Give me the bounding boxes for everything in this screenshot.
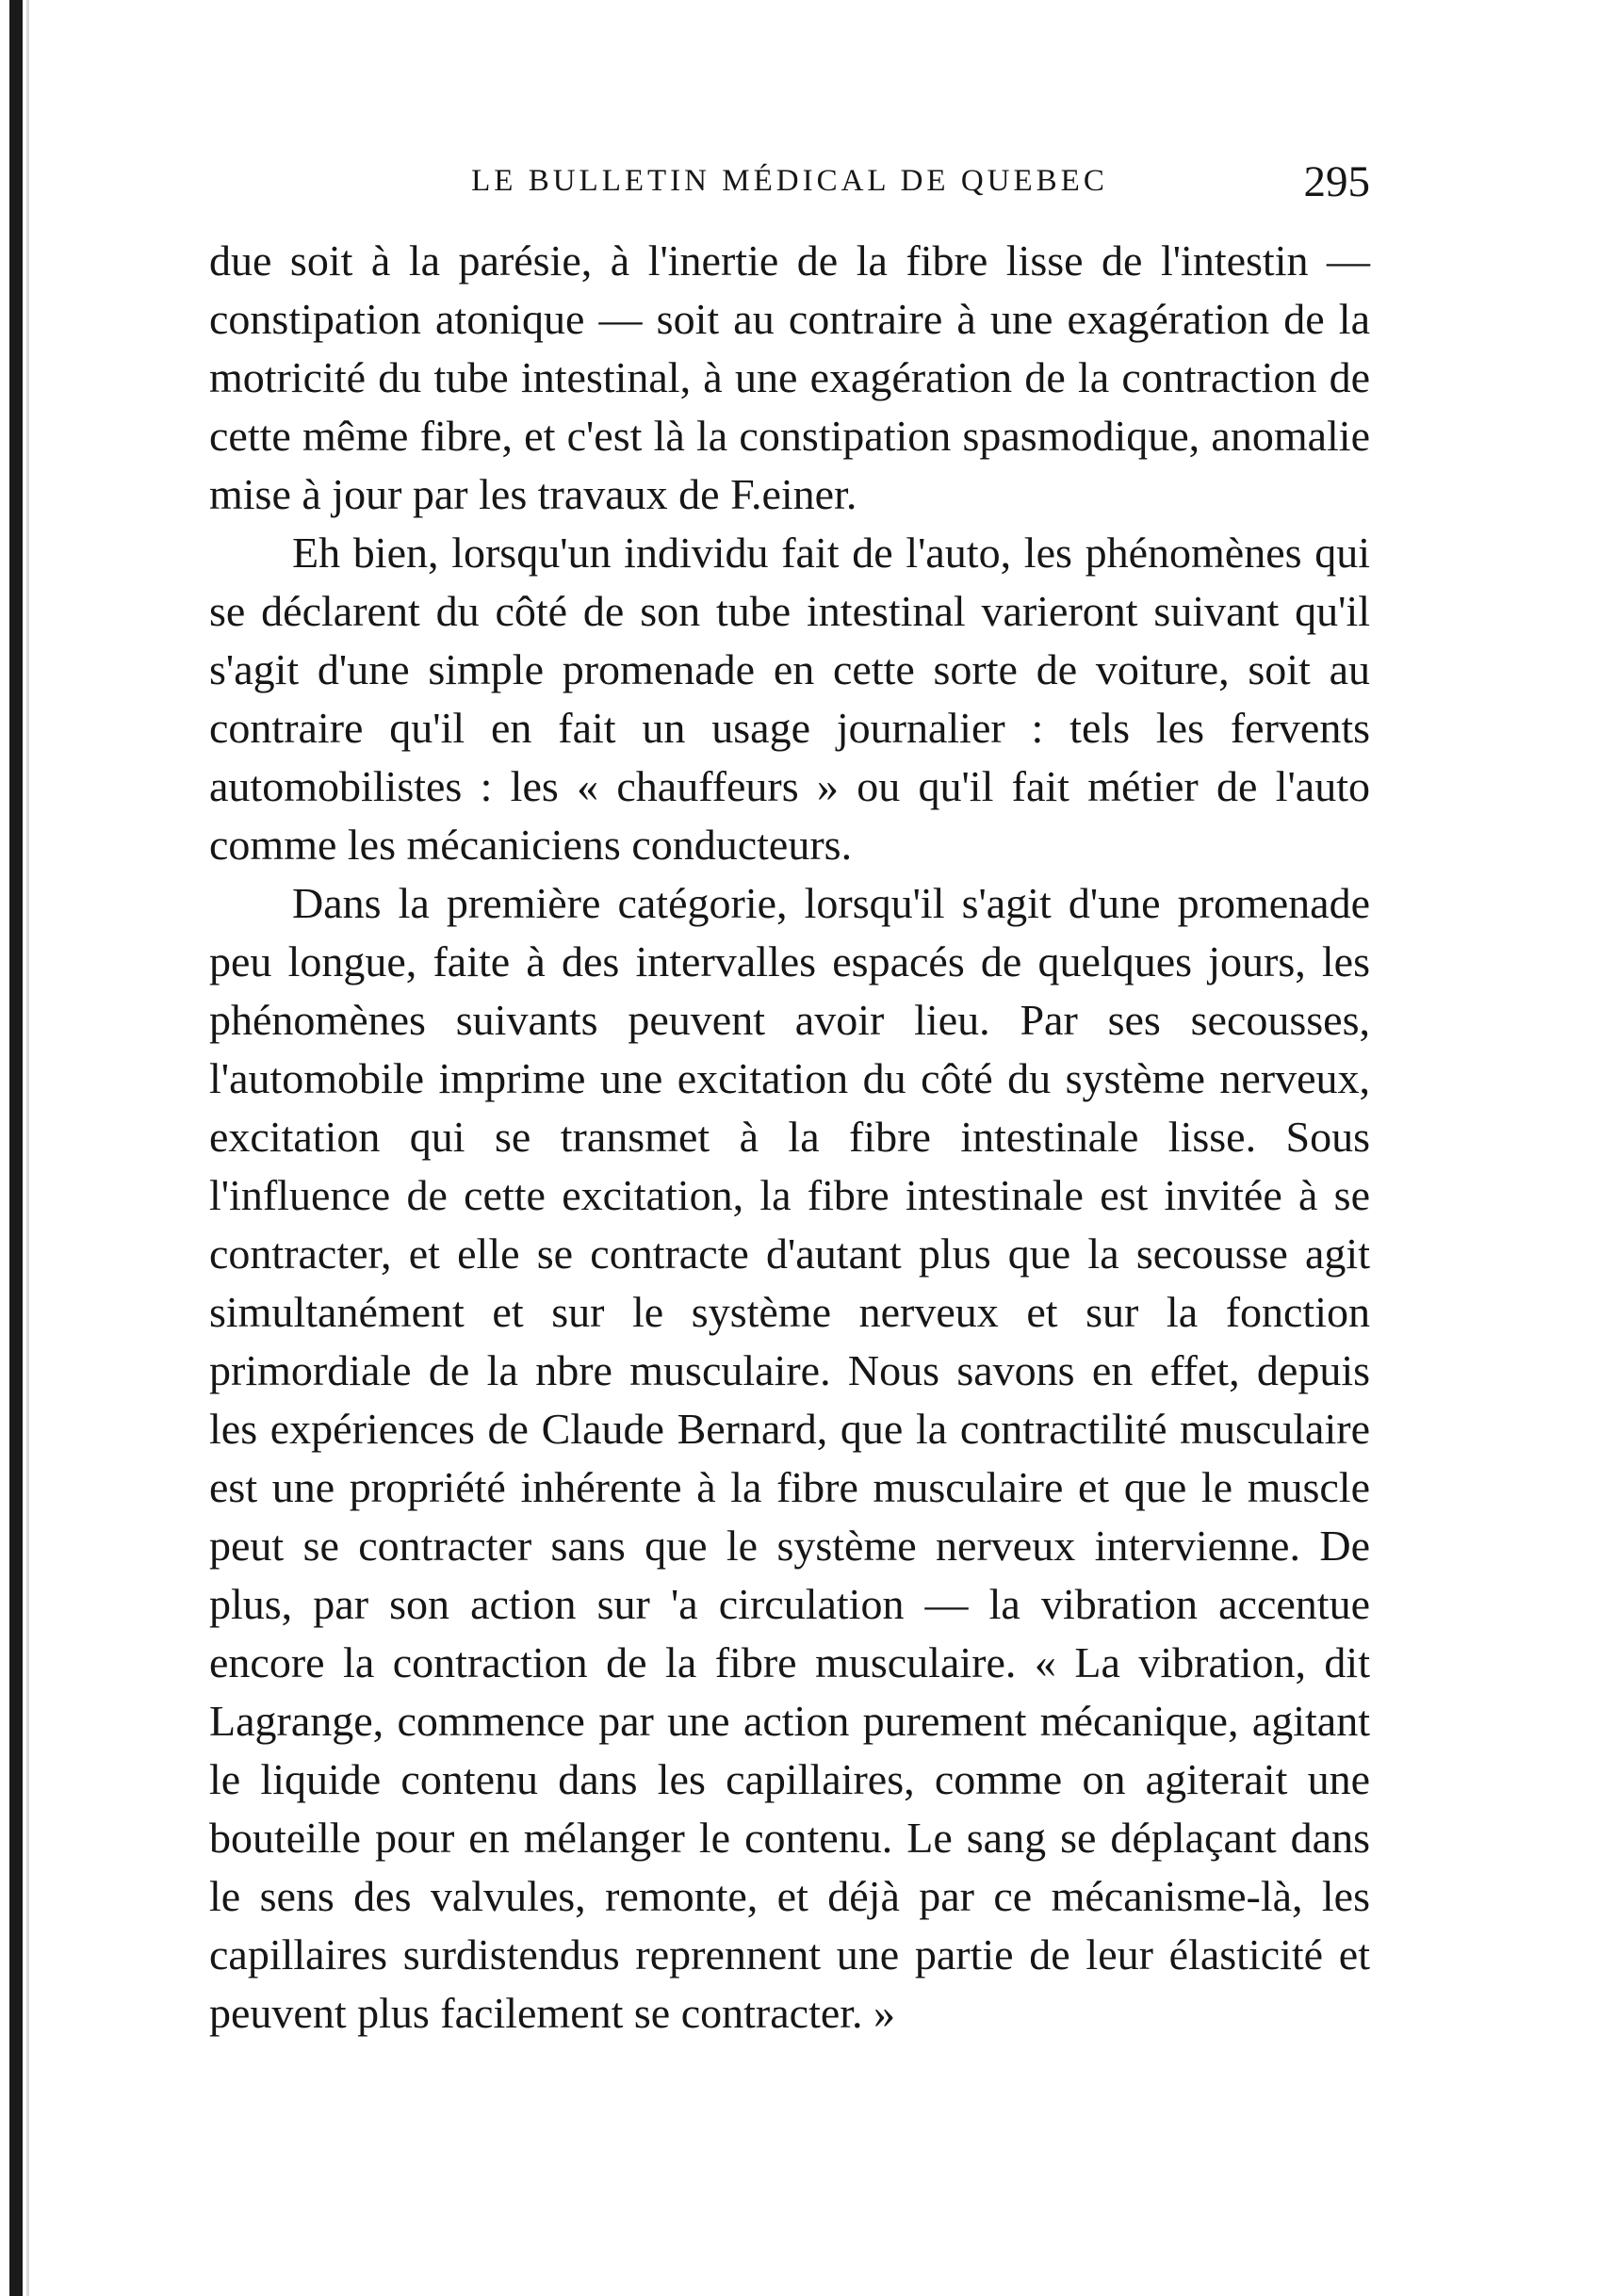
- paragraph-first-category: Dans la première catégorie, lorsqu'il s'agit d'une promenade peu longue, faite à des intervalles espacés de quelques jours, les phénomènes suivants peuvent avoir lieu. Par ses secousses, l'automobile imprime une excitation du côté du système nerveux, excitation qui se transmet à la fibre intestinale lisse. Sous l'influence de cette excitation, la fibre intestinale est invitée à se contracter, et elle se contracte d'autant plus que la secousse agit simultanément et sur le système nerveux et sur la fonction primordiale de la nbre musculaire. Nous savons en effet, depuis les expériences de Claude Bernard, que la contractilité musculaire est une propriété inhérente à la fibre musculaire et que le muscle peut se contracter sans que le système nerveux intervienne. De plus, par son action sur 'a circulation — la vibration accentue encore la contraction de la fibre musculaire. « La vibration, dit Lagrange, commence par une action purement mécanique, agitant le liquide contenu dans les capillaires, comme on agiterait une bouteille pour en mélanger le contenu. Le sang se déplaçant dans le sens des valvules, remonte, et déjà par ce mécanisme-là, les capillaires surdistendus reprennent une partie de leur élasticité et peuvent plus facilement se contracter. »: [209, 879, 1370, 2037]
- running-title: LE BULLETIN MÉDICAL DE QUEBEC: [471, 164, 1108, 198]
- running-head: [209, 151, 1370, 217]
- paragraph-continuation: due soit à la parésie, à l'inertie de la fibre lisse de l'intestin — constipation atonique — soit au contraire à une exagération de la motricité du tube intestinal, à une exagération de la contraction de cette même fibre, et c'est là la constipation spasmodique, anomalie mise à jour par les travaux de F.einer.: [209, 236, 1370, 518]
- document-page: [209, 151, 1370, 2043]
- page-number: 295: [1303, 157, 1370, 206]
- page-binding-edge: [9, 0, 23, 2296]
- body-text: [209, 232, 1370, 2043]
- page-binding-shadow: [26, 0, 29, 2296]
- paragraph-automobile-effects: Eh bien, lorsqu'un individu fait de l'auto, les phénomènes qui se déclarent du côté de son tube intestinal varieront suivant qu'il s'agit d'une simple promenade en cette sorte de voiture, soit au contraire qu'il en fait un usage journalier : tels les fervents automobilistes : les « chauffeurs » ou qu'il fait métier de l'auto comme les mécaniciens conducteurs.: [209, 529, 1370, 869]
